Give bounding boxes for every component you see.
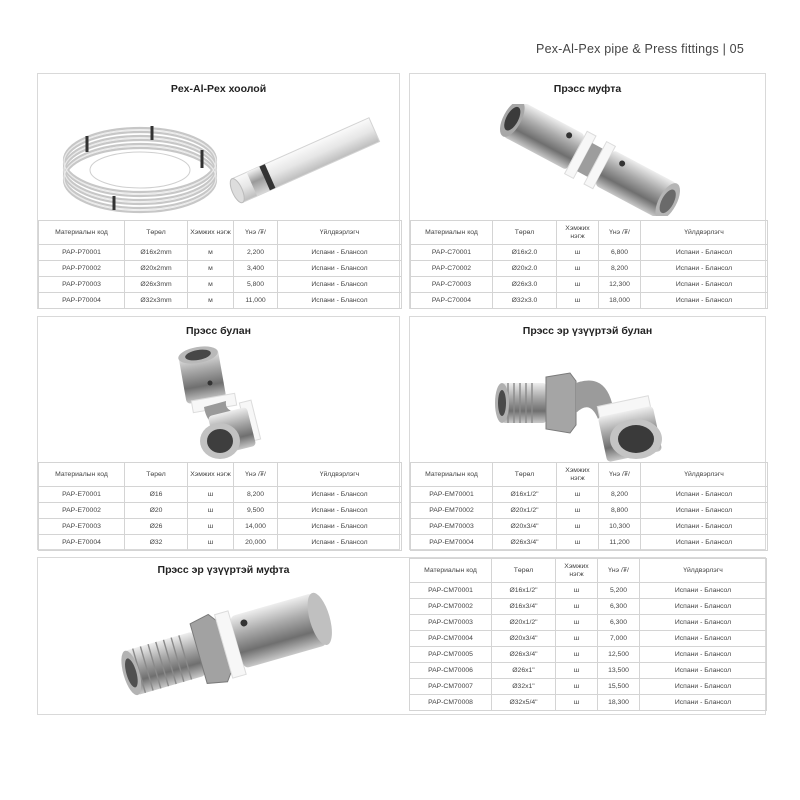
table-row [39, 503, 402, 519]
cell-code: PAP-CM70002 [410, 599, 492, 615]
cell-type: Ø20x1/2" [493, 503, 557, 519]
cell-price: 12,500 [598, 647, 640, 663]
cell-code: PAP-P70001 [39, 245, 125, 261]
cell-manufacturer: Испани - Бланcол [641, 261, 768, 277]
cell-code: PAP-EM70003 [411, 519, 493, 535]
cell-price: 8,200 [234, 487, 278, 503]
col-header-code: Материалын код [411, 463, 493, 487]
col-header-price: Үнэ /₮/ [234, 463, 278, 487]
cell-unit: м [188, 245, 234, 261]
panel-press-male-coupling [37, 557, 766, 715]
col-header-price: Үнэ /₮/ [234, 221, 278, 245]
cell-price: 5,200 [598, 583, 640, 599]
cell-type: Ø16x2mm [125, 245, 188, 261]
cell-code: PAP-E70003 [39, 519, 125, 535]
cell-code: PAP-P70002 [39, 261, 125, 277]
cell-type: Ø16x2.0 [493, 245, 557, 261]
cell-unit: ш [557, 277, 599, 293]
col-header-manufacturer: Үйлдвэрлэгч [278, 463, 402, 487]
col-header-manufacturer: Үйлдвэрлэгч [641, 463, 768, 487]
col-header-unit: Хэмжих нэгж [557, 221, 599, 245]
cell-unit: ш [557, 503, 599, 519]
cell-code: PAP-CM70008 [410, 695, 492, 711]
cell-type: Ø16x3/4" [492, 599, 556, 615]
table-row [411, 503, 768, 519]
table-row [411, 535, 768, 551]
col-header-unit: Хэмжих нэгж [557, 463, 599, 487]
cell-type: Ø32x3.0 [493, 293, 557, 309]
table-row [39, 519, 402, 535]
cell-type: Ø32x3mm [125, 293, 188, 309]
table-row [411, 293, 768, 309]
cell-type: Ø20 [125, 503, 188, 519]
table-row [39, 261, 402, 277]
spec-table [38, 220, 402, 309]
cell-unit: м [188, 261, 234, 277]
cell-manufacturer: Испани - Бланcол [278, 293, 402, 309]
cell-type: Ø26x3/4" [493, 535, 557, 551]
cell-unit: ш [188, 535, 234, 551]
cell-unit: ш [557, 245, 599, 261]
cell-price: 6,300 [598, 599, 640, 615]
cell-code: PAP-E70002 [39, 503, 125, 519]
cell-manufacturer: Испани - Бланcол [640, 663, 767, 679]
press-male-elbow-image [494, 343, 694, 463]
cell-price: 12,300 [599, 277, 641, 293]
table-row [39, 293, 402, 309]
press-coupling-image [480, 104, 700, 216]
col-header-unit: Хэмжих нэгж [556, 559, 598, 583]
cell-code: PAP-P70004 [39, 293, 125, 309]
cell-manufacturer: Испани - Бланcол [640, 583, 767, 599]
cell-code: PAP-EM70004 [411, 535, 493, 551]
cell-unit: ш [556, 599, 598, 615]
cell-manufacturer: Испани - Бланcол [640, 647, 767, 663]
table-row [411, 487, 768, 503]
cell-type: Ø26x3/4" [492, 647, 556, 663]
cell-price: 11,000 [234, 293, 278, 309]
cell-code: PAP-E70001 [39, 487, 125, 503]
table-row [39, 245, 402, 261]
cell-unit: ш [557, 293, 599, 309]
cell-price: 15,500 [598, 679, 640, 695]
cell-unit: ш [188, 519, 234, 535]
col-header-type: Төрөл [125, 221, 188, 245]
cell-manufacturer: Испани - Бланcол [278, 519, 402, 535]
cell-price: 8,800 [599, 503, 641, 519]
panel-title: Прэсс эр үзүүртэй муфта [157, 564, 290, 576]
table-row [410, 679, 767, 695]
cell-price: 3,400 [234, 261, 278, 277]
cell-unit: ш [556, 615, 598, 631]
col-header-code: Материалын код [411, 221, 493, 245]
panel-pex-al-pex-pipe [37, 73, 400, 309]
pipe-coil-image [52, 104, 392, 214]
table-row [411, 277, 768, 293]
cell-unit: м [188, 277, 234, 293]
panel-title: Pex-Al-Pex хоолой [170, 83, 267, 95]
cell-manufacturer: Испани - Бланcол [278, 245, 402, 261]
table-row [410, 615, 767, 631]
col-header-code: Материалын код [39, 463, 125, 487]
spec-table [410, 462, 768, 551]
cell-manufacturer: Испани - Бланcол [640, 631, 767, 647]
col-header-unit: Хэмжих нэгж [188, 221, 234, 245]
cell-code: PAP-EM70001 [411, 487, 493, 503]
panel-press-coupling [409, 73, 766, 309]
cell-unit: ш [188, 487, 234, 503]
cell-type: Ø26x1" [492, 663, 556, 679]
cell-unit: ш [556, 663, 598, 679]
cell-code: PAP-C70004 [411, 293, 493, 309]
spec-table [38, 462, 402, 551]
cell-manufacturer: Испани - Бланcол [641, 519, 768, 535]
col-header-price: Үнэ /₮/ [599, 221, 641, 245]
col-header-manufacturer: Үйлдвэрлэгч [640, 559, 767, 583]
cell-type: Ø20x3/4" [493, 519, 557, 535]
cell-manufacturer: Испани - Бланcол [640, 599, 767, 615]
cell-code: PAP-CM70004 [410, 631, 492, 647]
press-male-coupling-image [114, 582, 344, 712]
cell-type: Ø20x2.0 [493, 261, 557, 277]
cell-code: PAP-EM70002 [411, 503, 493, 519]
cell-manufacturer: Испани - Бланcол [640, 679, 767, 695]
cell-manufacturer: Испани - Бланcол [641, 293, 768, 309]
col-header-code: Материалын код [39, 221, 125, 245]
cell-type: Ø16x1/2" [492, 583, 556, 599]
cell-type: Ø20x2mm [125, 261, 188, 277]
cell-code: PAP-C70003 [411, 277, 493, 293]
cell-type: Ø32x1" [492, 679, 556, 695]
cell-type: Ø32 [125, 535, 188, 551]
cell-unit: ш [188, 503, 234, 519]
cell-price: 5,800 [234, 277, 278, 293]
cell-unit: ш [556, 631, 598, 647]
cell-code: PAP-C70001 [411, 245, 493, 261]
cell-price: 11,200 [599, 535, 641, 551]
col-header-price: Үнэ /₮/ [598, 559, 640, 583]
cell-code: PAP-CM70001 [410, 583, 492, 599]
cell-price: 13,500 [598, 663, 640, 679]
cell-code: PAP-CM70007 [410, 679, 492, 695]
cell-manufacturer: Испани - Бланcол [278, 277, 402, 293]
col-header-type: Төрөл [125, 463, 188, 487]
table-row [410, 583, 767, 599]
cell-type: Ø26 [125, 519, 188, 535]
spec-table [410, 220, 768, 309]
cell-manufacturer: Испани - Бланcол [641, 503, 768, 519]
cell-price: 18,300 [598, 695, 640, 711]
cell-manufacturer: Испани - Бланcол [640, 695, 767, 711]
cell-price: 7,000 [598, 631, 640, 647]
cell-code: PAP-P70003 [39, 277, 125, 293]
cell-unit: ш [556, 679, 598, 695]
cell-code: PAP-E70004 [39, 535, 125, 551]
col-header-type: Төрөл [493, 463, 557, 487]
cell-price: 10,300 [599, 519, 641, 535]
table-row [39, 277, 402, 293]
col-header-price: Үнэ /₮/ [599, 463, 641, 487]
col-header-code: Материалын код [410, 559, 492, 583]
cell-manufacturer: Испани - Бланcол [640, 615, 767, 631]
cell-code: PAP-CM70006 [410, 663, 492, 679]
panel-press-elbow [37, 316, 400, 550]
spec-table [409, 558, 767, 711]
cell-type: Ø26x3mm [125, 277, 188, 293]
panel-title: Прэсс булан [186, 325, 251, 337]
press-elbow-image [148, 345, 308, 461]
cell-manufacturer: Испани - Бланcол [641, 245, 768, 261]
cell-type: Ø20x3/4" [492, 631, 556, 647]
table-row [39, 535, 402, 551]
cell-code: PAP-CM70005 [410, 647, 492, 663]
cell-price: 8,200 [599, 487, 641, 503]
page-header-title: Pex-Al-Pex pipe & Press fittings | 05 [536, 42, 744, 56]
cell-manufacturer: Испани - Бланcол [278, 503, 402, 519]
table-row [411, 261, 768, 277]
panel-press-male-elbow [409, 316, 766, 550]
cell-manufacturer: Испани - Бланcол [278, 535, 402, 551]
cell-manufacturer: Испани - Бланcол [278, 261, 402, 277]
table-row [410, 663, 767, 679]
cell-manufacturer: Испани - Бланcол [641, 277, 768, 293]
cell-manufacturer: Испани - Бланcол [641, 535, 768, 551]
cell-price: 8,200 [599, 261, 641, 277]
cell-price: 6,800 [599, 245, 641, 261]
panel-title: Прэсс муфта [553, 83, 622, 95]
cell-type: Ø16 [125, 487, 188, 503]
panel-title: Прэсс эр үзүүртэй булан [522, 325, 653, 337]
cell-price: 2,200 [234, 245, 278, 261]
cell-unit: м [188, 293, 234, 309]
cell-price: 9,500 [234, 503, 278, 519]
cell-unit: ш [557, 519, 599, 535]
table-row [410, 631, 767, 647]
cell-type: Ø20x1/2" [492, 615, 556, 631]
col-header-unit: Хэмжих нэгж [188, 463, 234, 487]
col-header-type: Төрөл [493, 221, 557, 245]
cell-manufacturer: Испани - Бланcол [278, 487, 402, 503]
cell-type: Ø32x5/4" [492, 695, 556, 711]
cell-unit: ш [557, 487, 599, 503]
cell-unit: ш [557, 535, 599, 551]
table-row [39, 487, 402, 503]
table-row [410, 599, 767, 615]
table-row [410, 647, 767, 663]
cell-price: 6,300 [598, 615, 640, 631]
cell-price: 14,000 [234, 519, 278, 535]
cell-type: Ø26x3.0 [493, 277, 557, 293]
cell-code: PAP-C70002 [411, 261, 493, 277]
cell-type: Ø16x1/2" [493, 487, 557, 503]
cell-price: 18,000 [599, 293, 641, 309]
cell-unit: ш [556, 647, 598, 663]
cell-price: 20,000 [234, 535, 278, 551]
col-header-manufacturer: Үйлдвэрлэгч [641, 221, 768, 245]
table-row [410, 695, 767, 711]
cell-manufacturer: Испани - Бланcол [641, 487, 768, 503]
cell-code: PAP-CM70003 [410, 615, 492, 631]
col-header-type: Төрөл [492, 559, 556, 583]
cell-unit: ш [556, 583, 598, 599]
table-row [411, 245, 768, 261]
col-header-manufacturer: Үйлдвэрлэгч [278, 221, 402, 245]
cell-unit: ш [556, 695, 598, 711]
table-row [411, 519, 768, 535]
cell-unit: ш [557, 261, 599, 277]
